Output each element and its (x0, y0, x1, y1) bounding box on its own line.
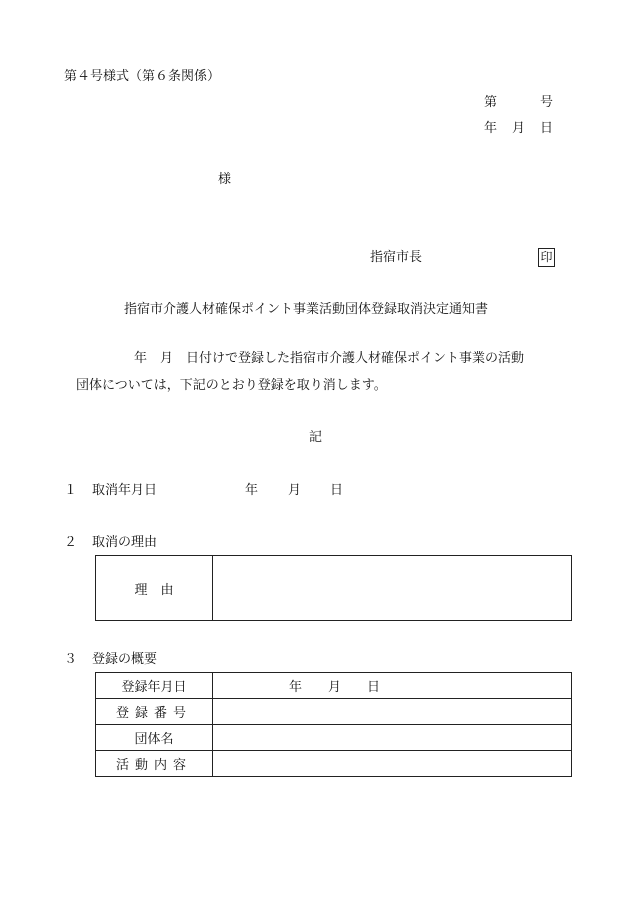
body-line-1: 年 月 日付けで登録した指宿市介護人材確保ポイント事業の活動 (134, 351, 525, 366)
registration-summary-table (95, 672, 572, 777)
doc-number-prefix: 第 (484, 95, 498, 110)
registration-number-value[interactable] (213, 699, 572, 725)
body-line-2: 団体については，下記のとおり登録を取り消します。 (76, 378, 387, 393)
reason-label: 理 由 (96, 556, 213, 621)
table-row (96, 699, 572, 725)
registration-date-label: 登録年月日 (96, 673, 213, 699)
section-1-label: 取消年月日 (92, 483, 158, 498)
date-month: 月 (512, 121, 526, 136)
section-2-label: 取消の理由 (92, 535, 158, 550)
group-name-value[interactable] (213, 725, 572, 751)
section-3-label: 登録の概要 (92, 652, 158, 667)
form-number: 第４号様式（第６条関係） (64, 69, 221, 84)
seal-mark: 印 (538, 248, 555, 267)
registration-number-label-text: 登録番号 (115, 706, 192, 721)
registration-date-value[interactable]: 年 月 日 (213, 673, 572, 699)
addressee-honorific: 様 (218, 172, 232, 187)
group-name-label: 団体名 (96, 725, 213, 751)
date-day: 日 (540, 121, 554, 136)
table-row (96, 725, 572, 751)
document-title: 指宿市介護人材確保ポイント事業活動団体登録取消決定通知書 (124, 302, 489, 317)
date-year: 年 (484, 121, 498, 136)
section-1-year: 年 (245, 483, 259, 498)
activity-content-label-text: 活動内容 (115, 758, 192, 773)
doc-number-suffix: 号 (540, 95, 554, 110)
section-1-day: 日 (330, 483, 344, 498)
section-3-number: ３ (64, 652, 78, 667)
activity-content-label (96, 751, 213, 777)
registration-number-label (96, 699, 213, 725)
activity-content-value[interactable] (213, 751, 572, 777)
sender-title: 指宿市長 (370, 250, 423, 265)
section-1-number: １ (64, 483, 78, 498)
table-row (96, 751, 572, 777)
section-1-month: 月 (288, 483, 302, 498)
reason-table (95, 555, 572, 621)
ki-heading: 記 (309, 430, 323, 445)
table-row (96, 673, 572, 699)
section-2-number: ２ (64, 535, 78, 550)
reason-value-field[interactable] (213, 556, 572, 621)
